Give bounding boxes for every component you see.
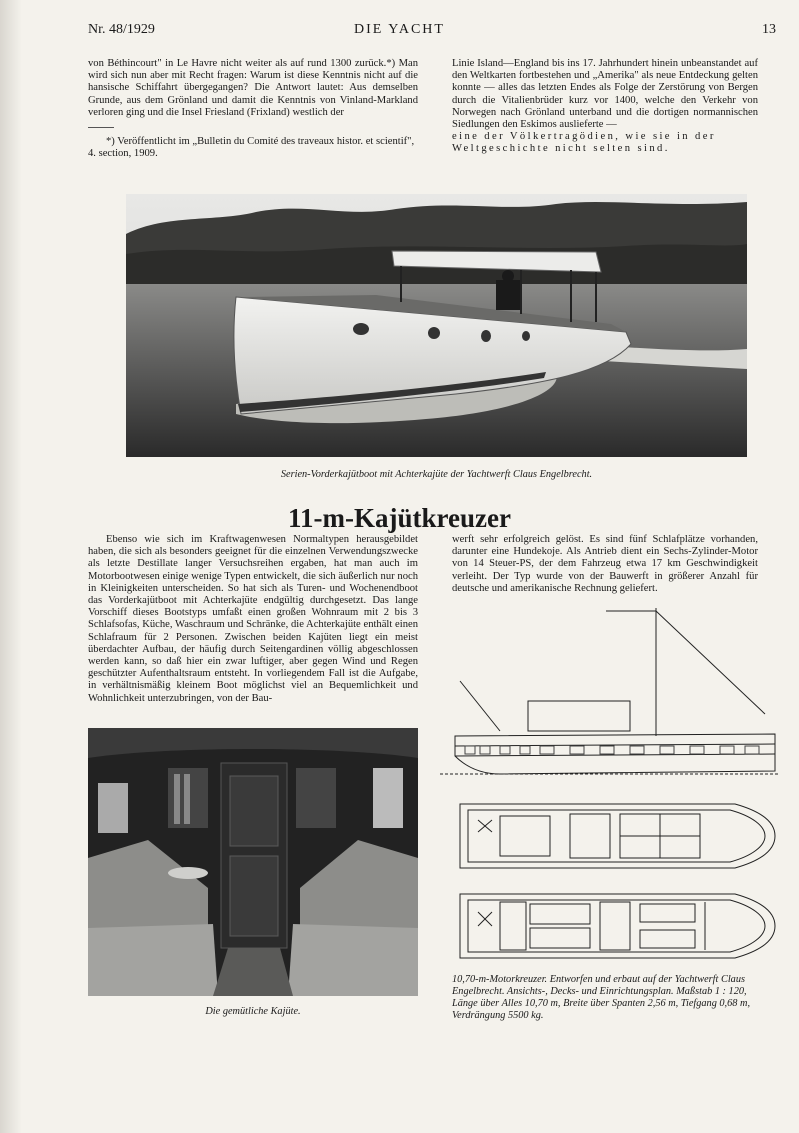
footnote-rule <box>88 127 114 128</box>
article-title: 11-m-Kajütkreuzer <box>288 503 511 533</box>
issue-number: Nr. 48/1929 <box>88 22 155 37</box>
cabin-caption: Die gemütliche Kajüte. <box>205 1006 301 1017</box>
magazine-title: DIE YACHT <box>354 22 445 37</box>
plan-caption: 10,70-m-Motorkreuzer. Entworfen und erbaut auf der Yachtwerft Claus Engelbrecht. Ansichts-, Decks- und Einrichtungsplan. Maßstab 1 : 120, Länge über Alles 10,70 m, Breite über Spanten 2,56 m, Tiefgang 0,68 m, Verdrängung 5500 kg. <box>452 974 751 1021</box>
top-right-column <box>452 58 758 156</box>
cabin-photo <box>88 728 418 996</box>
top-right-paragraph: Linie Island—England bis ins 17. Jahrhundert hinein unbeanstandet auf den Weltkarten fortbestehen und „Amerika" als neue Entdeckung gelten konnte — alles das letzten Endes als Folge der Zerstörung von Bergen durch die Vitalienbrüder kurz vor 1400, welche den Verkehr von Norwegen nach Grönland unterband und die dortigen normannischen Siedlungen den Eskimos auslieferte — <box>452 58 758 131</box>
page-edge-shadow <box>0 0 22 1133</box>
top-right-emphasis: eine der Völkertragödien, wie sie in der Weltgeschichte nicht selten sind. <box>452 131 716 155</box>
page-number: 13 <box>762 22 776 37</box>
boat-plan-drawing <box>440 606 780 964</box>
article-left-column: Ebenso wie sich im Kraftwagenwesen Normaltypen herausgebildet haben, die sich als besonders geeignet für die einzelnen Verwendungszwecke als letzte Destillate langer Versuchsreihen ergaben, hat man auch im Motorbootwesen einige wenige Typen entwickelt, die sich äußerlich nur noch in Kleinigkeiten unterscheiden. So hat sich als Turen- und Wochenendboot das Vorderkajütboot mit Achterkajüte endgültig durchgesetzt. Das lange Vorschiff dieses Bootstyps umfaßt einen großen Wohnraum mit 2 bis 3 Schlafsofas, Küche, Waschraum und Schränke, die Achterkajüte enthält einen Schlafraum für 2 Personen. Zwischen beiden Kajüten liegt ein meist überdachter Aufbau, der häufig durch Seitengardinen völlig abgeschlossen werden kann, so daß hier ein zwar luftiger, aber gegen Wind und Regen geschützter Aufenthaltsraum entsteht. In vorliegendem Fall ist die Aufgabe, in verhältnismäßig kleinem Boot möglichst viel an Bequemlichkeit und Wohnlichkeit unterzubringen, von der Bau- <box>88 534 418 704</box>
boat-photo <box>126 194 747 457</box>
photo-caption: Serien-Vorderkajütboot mit Achterkajüte der Yachtwerft Claus Engelbrecht. <box>280 469 593 480</box>
top-left-paragraph: von Béthincourt" in Le Havre nicht weiter als auf rund 1300 zurück.*) Man wird sich nun aber mit Recht fragen: Warum ist diese Kenntnis nicht auf die hansische Schiffahrt übergegangen? Die Antwort lautet: Aus demselben Grunde, aus dem Grönland und damit die Kenntnis von Vinland-Markland verloren ging und die Insel Friesland (Frixland) westlich der <box>88 58 418 118</box>
footnote: *) Veröffentlicht im „Bulletin du Comité des traveaux histor. et scientif", 4. section, 1909. <box>88 136 415 160</box>
article-right-column: werft sehr erfolgreich gelöst. Es sind fünf Schlafplätze vorhanden, darunter eine Hundekoje. Als Antrieb dient ein Sechs-Zylinder-Motor von 14 Steuer-PS, der dem Fahrzeug etwa 17 km Geschwindigkeit verleiht. Der Typ wurde von der Bauwerft in größerer Anzahl für deutsche und amerikanische Rechnung geliefert. <box>452 534 758 594</box>
